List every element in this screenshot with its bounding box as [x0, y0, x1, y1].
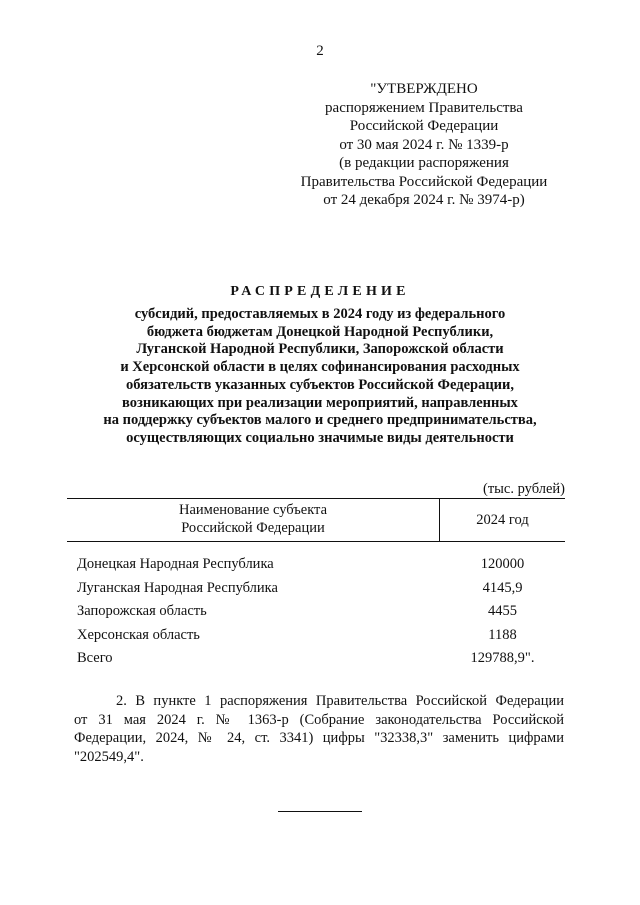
- paragraph-line: 2. В пункте 1 распоряжения Правительства Российской Федерации: [116, 693, 564, 709]
- subtitle-line: осуществляющих социально значимые виды деятельности: [126, 429, 514, 446]
- subtitle-line: на поддержку субъектов малого и среднего предпринимательства,: [103, 412, 537, 429]
- table-header: [67, 498, 565, 542]
- row-subject: Всего: [77, 650, 113, 666]
- row-amount: 129788,9".: [470, 650, 535, 666]
- subtitle-line: бюджета бюджетам Донецкой Народной Республики,: [146, 323, 494, 340]
- column-header-subject-line: Наименование субъекта: [178, 502, 328, 518]
- subtitle-line: Луганской Народной Республики, Запорожской области: [136, 341, 504, 358]
- table-row: [77, 626, 565, 650]
- row-amount: 4455: [488, 603, 517, 619]
- row-amount: 1188: [488, 626, 517, 643]
- subtitle-line: и Херсонской области в целях софинансирования расходных: [120, 359, 520, 376]
- paragraph-line: "202549,4".: [74, 748, 144, 765]
- row-amount: 120000: [480, 556, 525, 572]
- subtitle-line: возникающих при реализации мероприятий, направленных: [122, 394, 518, 411]
- approval-line: "УТВЕРЖДЕНО: [370, 81, 478, 97]
- column-header-subject-line: Российской Федерации: [181, 519, 325, 536]
- approval-line: Правительства Российской Федерации: [300, 173, 548, 190]
- document-heading: РАСПРЕДЕЛЕНИЕ: [230, 284, 410, 299]
- table-body: [77, 555, 565, 673]
- approval-line: распоряжением Правительства: [325, 99, 523, 116]
- page-number: 2: [316, 43, 324, 59]
- approval-line: от 24 декабря 2024 г. № 3974-р): [323, 192, 525, 208]
- table-row: [77, 555, 565, 579]
- units-label: (тыс. рублей): [483, 481, 565, 497]
- amendment-paragraph: [74, 692, 564, 766]
- approval-line: (в редакции распоряжения: [339, 155, 509, 171]
- subtitle-line: субсидий, предоставляемых в 2024 году из федерального: [134, 306, 506, 322]
- approval-block: [290, 80, 558, 210]
- row-subject: Донецкая Народная Республика: [77, 556, 274, 572]
- subtitle-line: обязательств указанных субъектов Российской Федерации,: [125, 376, 515, 393]
- row-subject: Луганская Народная Республика: [77, 579, 278, 596]
- row-subject: Запорожская область: [77, 603, 207, 619]
- paragraph-line: от 31 мая 2024 г. № 1363-р (Собрание законодательства Российской: [74, 711, 564, 728]
- column-header-subject: [67, 502, 439, 537]
- approval-line: Российской Федерации: [349, 118, 499, 134]
- approval-line: от 30 мая 2024 г. № 1339-р: [339, 136, 509, 153]
- row-amount: 4145,9: [482, 579, 523, 596]
- column-header-year: 2024 год: [476, 512, 529, 528]
- table-row-total: [77, 649, 565, 673]
- row-subject: Херсонская область: [77, 626, 200, 643]
- document-subtitle: [60, 306, 580, 448]
- table-row: [77, 579, 565, 603]
- end-rule: [278, 811, 362, 812]
- paragraph-line: Федерации, 2024, № 24, ст. 3341) цифры "32338,3" заменить цифрами: [74, 730, 564, 746]
- table-row: [77, 602, 565, 626]
